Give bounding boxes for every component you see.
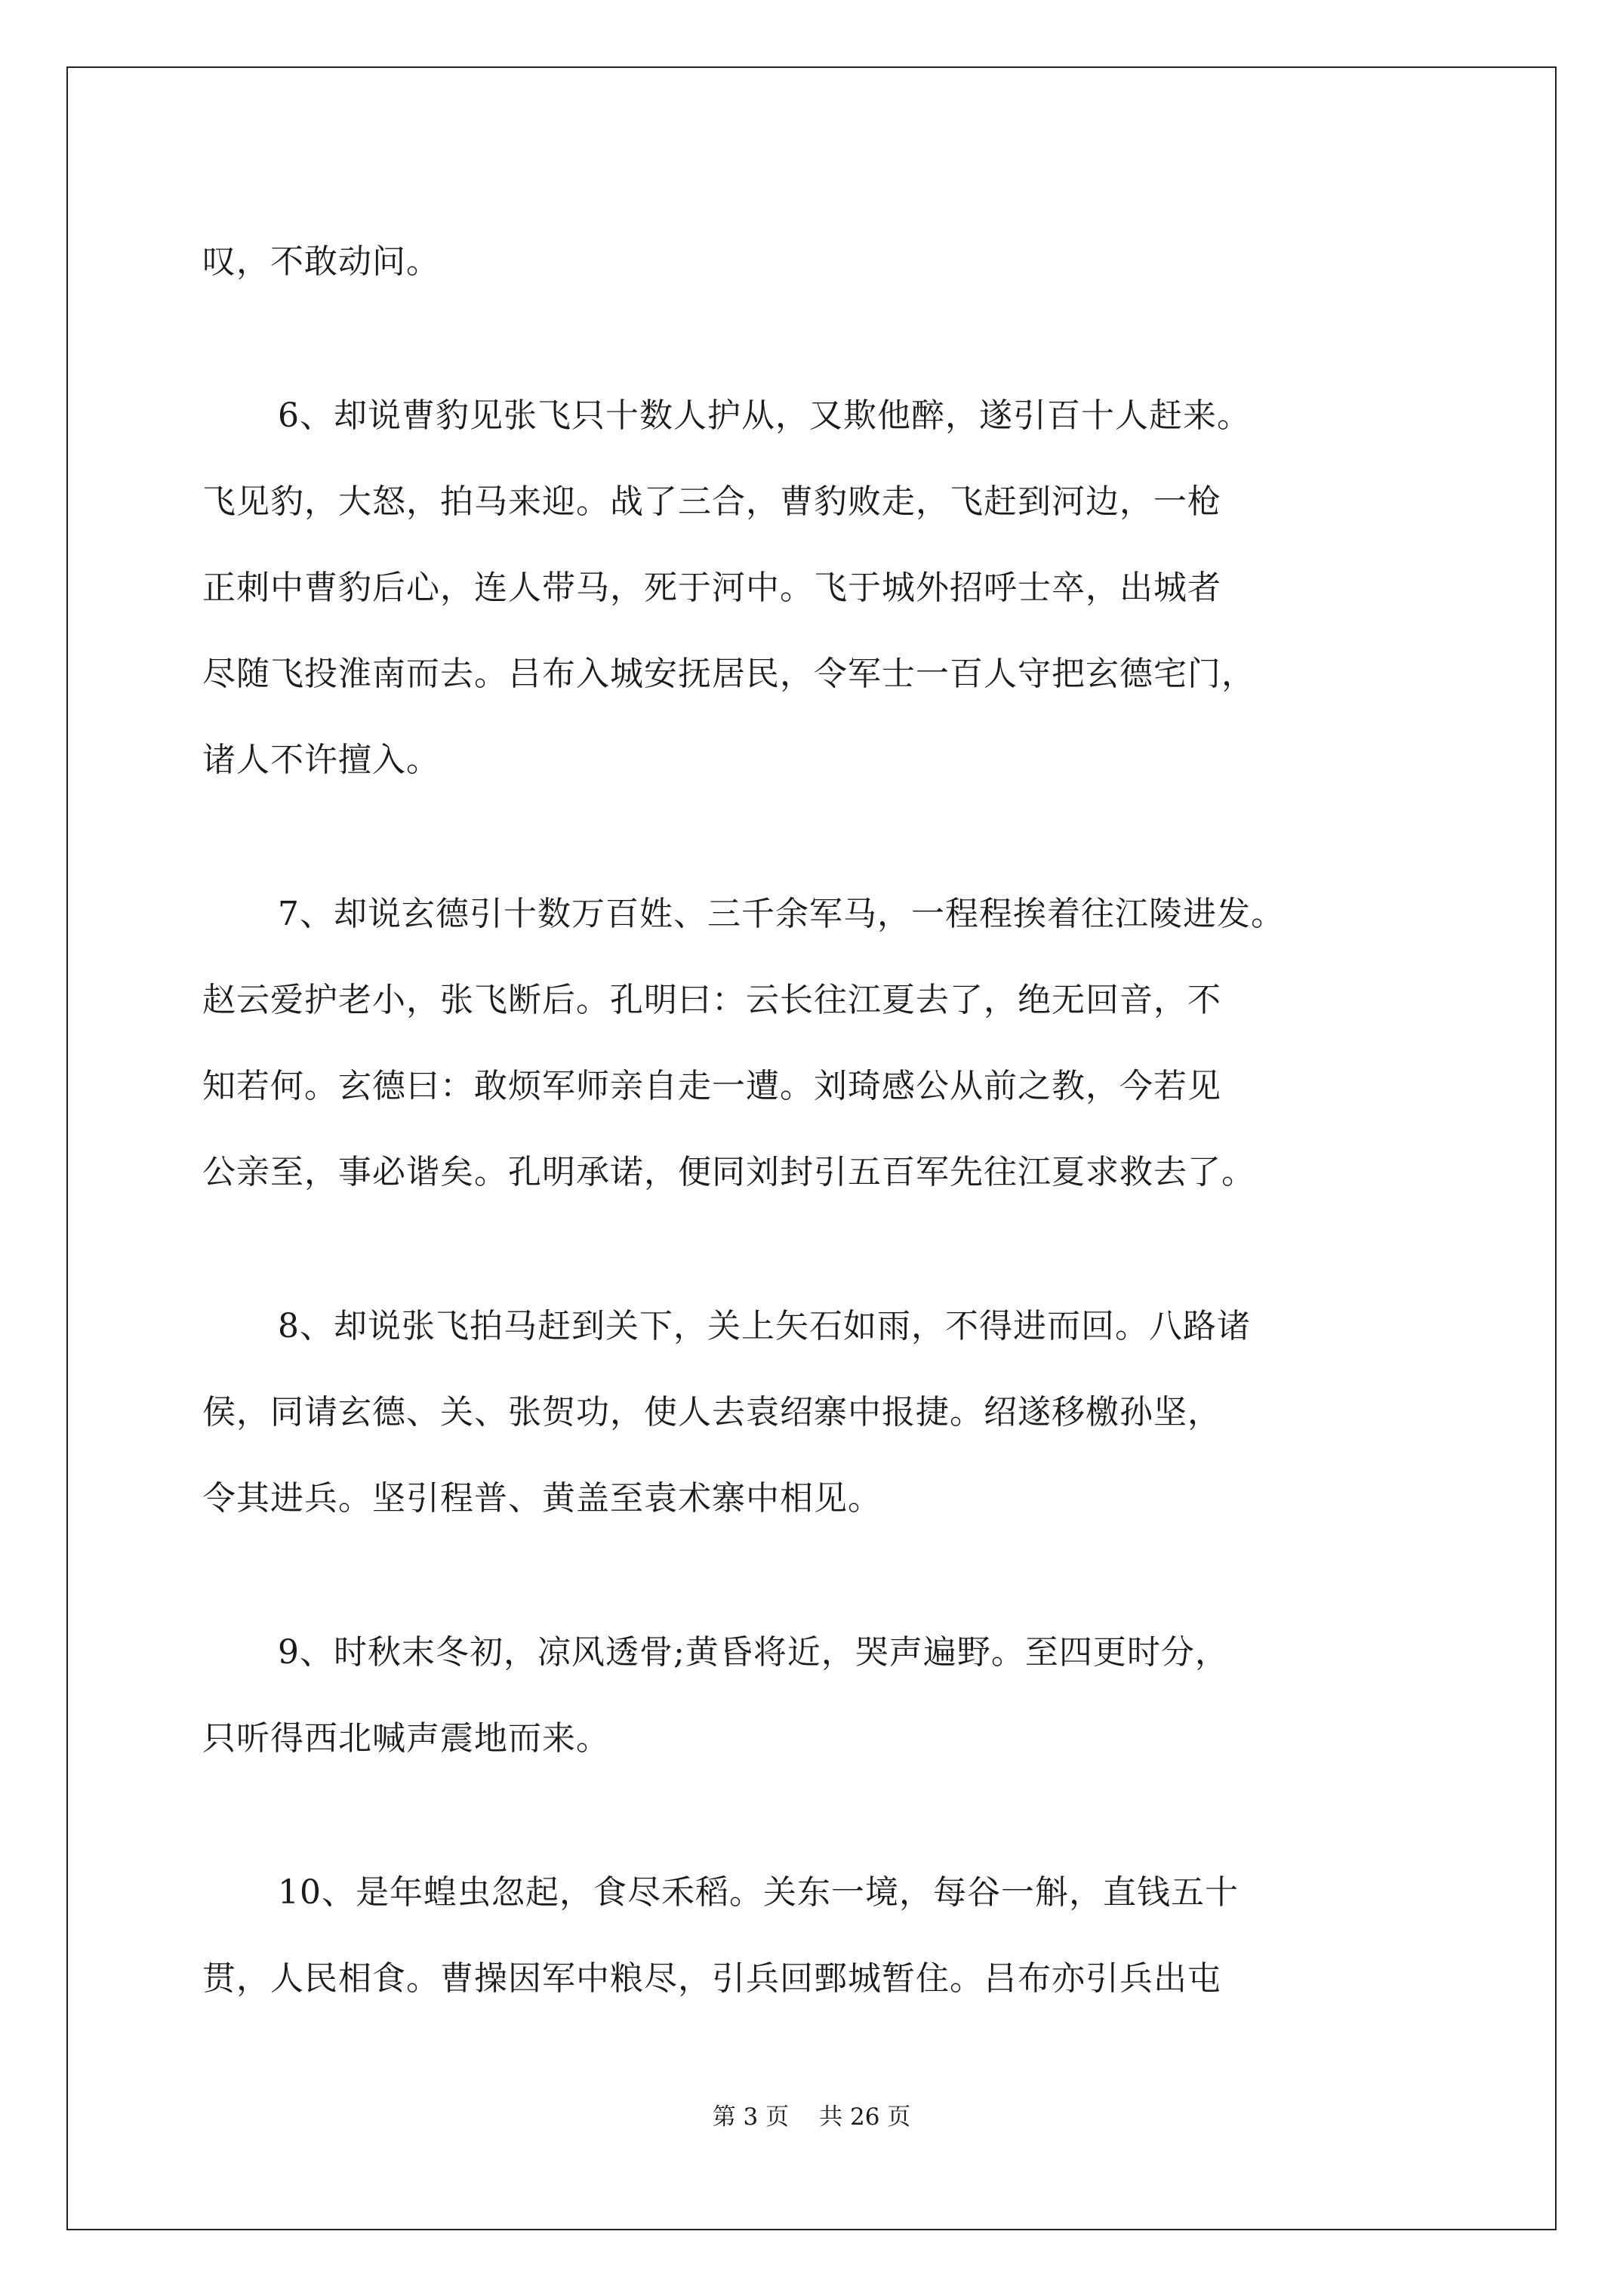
text-line: 贯，人民相食。曹操因军中粮尽，引兵回鄄城暂住。吕布亦引兵出屯 bbox=[202, 1959, 1221, 1998]
text-line: 令其进兵。坚引程普、黄盖至袁术寨中相见。 bbox=[202, 1479, 882, 1518]
page-number: 第 3 页 bbox=[712, 2103, 790, 2131]
text-line: 飞见豹，大怒，拍马来迎。战了三合，曹豹败走，飞赶到河边，一枪 bbox=[202, 482, 1221, 521]
text-line: 7、却说玄德引十数万百姓、三千余军马，一程程挨着往江陵进发。 bbox=[278, 895, 1285, 933]
text-line: 赵云爱护老小，张飞断后。孔明曰：云长往江夏去了，绝无回音，不 bbox=[202, 981, 1221, 1019]
text-line: 10、是年蝗虫忽起，食尽禾稻。关东一境，每谷一斛，直钱五十 bbox=[278, 1873, 1239, 1912]
text-line: 正刺中曹豹后心，连人带马，死于河中。飞于城外招呼士卒，出城者 bbox=[202, 569, 1221, 607]
page-total: 共 26 页 bbox=[819, 2103, 911, 2131]
text-line: 知若何。玄德曰：敢烦军师亲自走一遭。刘琦感公从前之教，今若见 bbox=[202, 1067, 1221, 1105]
text-line: 6、却说曹豹见张飞只十数人护从，又欺他醉，遂引百十人赶来。 bbox=[278, 396, 1251, 435]
text-line: 诸人不许擅入。 bbox=[202, 741, 440, 779]
text-line: 只听得西北喊声震地而来。 bbox=[202, 1719, 610, 1758]
text-line: 8、却说张飞拍马赶到关下，关上矢石如雨，不得进而回。八路诸 bbox=[278, 1307, 1251, 1345]
text-line: 9、时秋末冬初，凉风透骨;黄昏将近，哭声遍野。至四更时分， bbox=[278, 1633, 1229, 1672]
text-line: 公亲至，事必谐矣。孔明承诺，便同刘封引五百军先往江夏求救去了。 bbox=[202, 1153, 1255, 1191]
text-line: 叹，不敢动问。 bbox=[202, 242, 440, 281]
document-body bbox=[202, 219, 1440, 2022]
text-line: 尽随飞投淮南而去。吕布入城安抚居民，令军士一百人守把玄德宅门， bbox=[202, 655, 1255, 693]
text-line: 侯，同请玄德、关、张贺功，使人去袁绍寨中报捷。绍遂移檄孙坚， bbox=[202, 1393, 1221, 1432]
page-footer bbox=[0, 2097, 1623, 2131]
